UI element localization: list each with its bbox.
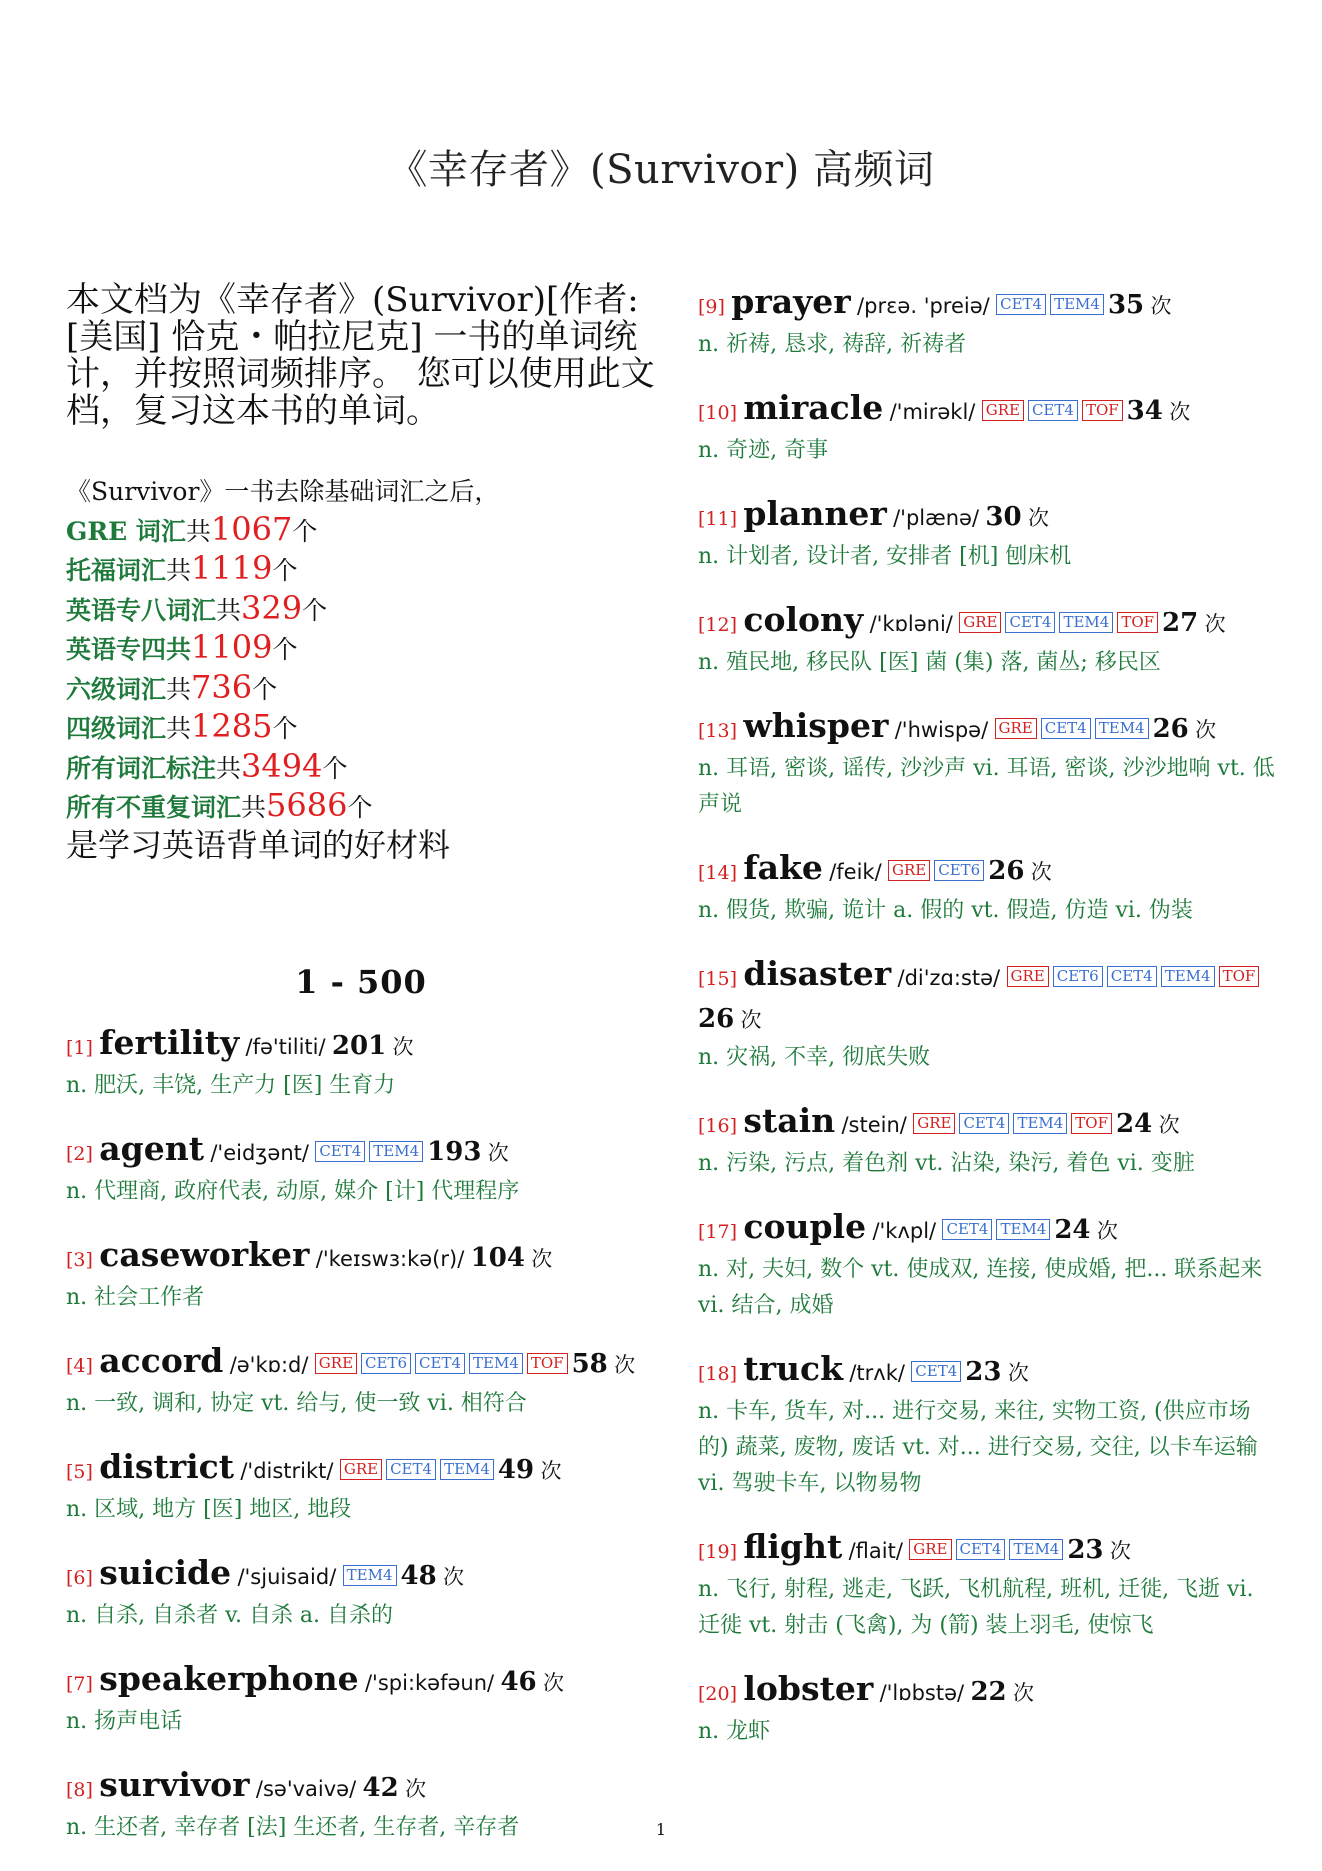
stat-unit: 个: [272, 635, 298, 664]
entry-frequency: 49: [497, 1455, 535, 1485]
stats-tail: 是学习英语背单词的好材料: [66, 825, 451, 864]
entry-word: suicide: [99, 1553, 232, 1592]
entry-index: [4]: [66, 1355, 93, 1377]
stat-gong: 共: [241, 793, 267, 822]
entry-definition: n. 计划者, 设计者, 安排者 [机] 刨床机: [698, 544, 1072, 569]
right-entry-list: [698, 282, 1278, 1750]
entry-phonetic: /sə'vaivə/: [255, 1777, 357, 1801]
entry-definition: n. 祈祷, 恳求, 祷辞, 祈祷者: [698, 332, 967, 357]
entry-word: agent: [99, 1129, 204, 1168]
stat-number: 736: [191, 667, 253, 706]
document-title: 《幸存者》(Survivor) 高频词: [387, 147, 935, 193]
entry-word: district: [99, 1447, 234, 1486]
entry-word: couple: [743, 1207, 867, 1246]
exam-tag-badge: GRE: [959, 612, 1001, 633]
entry-word: flight: [743, 1527, 843, 1566]
frequency-unit: 次: [543, 1671, 565, 1695]
frequency-unit: 次: [1195, 718, 1217, 742]
word-entry: [698, 388, 1278, 469]
exam-tag-badge: CET6: [1053, 966, 1103, 987]
entry-head: [66, 1553, 656, 1598]
entry-index: [3]: [66, 1249, 93, 1271]
entry-word: whisper: [743, 706, 889, 745]
stat-number: 3494: [241, 746, 323, 785]
left-column: [66, 282, 656, 1871]
stat-unit: 个: [322, 753, 348, 783]
entry-head: [698, 1101, 1278, 1146]
word-entry: [66, 1235, 656, 1316]
frequency-unit: 次: [531, 1247, 553, 1271]
exam-tag-badge: CET4: [1028, 400, 1078, 421]
entry-phonetic: /'kɒləni/: [869, 612, 953, 636]
word-entry: [66, 1447, 656, 1528]
word-entry: [66, 1023, 656, 1104]
entry-definition: n. 代理商, 政府代表, 动原, 媒介 [计] 代理程序: [66, 1179, 520, 1204]
stat-number: 329: [241, 588, 303, 627]
word-entry: [698, 1207, 1278, 1324]
frequency-unit: 次: [1109, 1539, 1131, 1563]
entry-definition: n. 一致, 调和, 协定 vt. 给与, 使一致 vi. 相符合: [66, 1391, 527, 1416]
entry-phonetic: /flait/: [848, 1539, 903, 1563]
stat-line: [66, 708, 656, 748]
entry-phonetic: /trʌk/: [849, 1361, 905, 1385]
entry-frequency: 26: [988, 856, 1025, 886]
exam-tag-badge: GRE: [995, 718, 1037, 739]
entry-head: [66, 1447, 656, 1492]
exam-tag-badge: TEM4: [343, 1565, 397, 1586]
stats-list: [66, 511, 656, 827]
word-entry: [66, 1553, 656, 1634]
entry-phonetic: /ə'kɒ:d/: [229, 1353, 309, 1377]
entry-definition: n. 耳语, 密谈, 谣传, 沙沙声 vi. 耳语, 密谈, 沙沙地响 vt. 低声说: [698, 756, 1275, 817]
stat-unit: 个: [272, 714, 298, 743]
frequency-unit: 次: [1169, 400, 1191, 424]
entry-index: [1]: [66, 1037, 93, 1059]
exam-tag-badge: CET4: [1041, 718, 1091, 739]
stat-gong: 共: [216, 753, 242, 783]
exam-tag-badge: TEM4: [369, 1141, 423, 1162]
exam-tag-badge: GRE: [1007, 966, 1049, 987]
exam-tag-badge: GRE: [315, 1353, 357, 1374]
entry-phonetic: /prɛə. 'preiə/: [857, 294, 990, 318]
entry-frequency: 35: [1107, 290, 1145, 320]
frequency-unit: 次: [405, 1777, 427, 1801]
stat-gong: 共: [216, 595, 242, 625]
entry-definition: n. 自杀, 自杀者 v. 自杀 a. 自杀的: [66, 1603, 394, 1628]
exam-tag-badge: CET4: [315, 1141, 365, 1162]
entry-frequency: 30: [985, 502, 1022, 532]
word-entry: [698, 848, 1278, 929]
exam-tag-badge: CET4: [1005, 612, 1055, 633]
frequency-unit: 次: [443, 1565, 465, 1589]
stat-unit: 个: [252, 674, 278, 704]
entry-frequency: 46: [500, 1667, 537, 1697]
entry-frequency: 23: [965, 1357, 1002, 1387]
stat-unit: 个: [272, 556, 298, 585]
exam-tag-badge: TEM4: [1059, 612, 1113, 633]
frequency-unit: 次: [614, 1353, 636, 1377]
stat-number: 1285: [191, 707, 273, 745]
stat-unit: 个: [292, 516, 318, 546]
entry-definition: n. 对, 夫妇, 数个 vt. 使成双, 连接, 使成婚, 把... 联系起来 vi. 结合, 成婚: [698, 1257, 1263, 1318]
entry-phonetic: /'lɒbstə/: [879, 1681, 965, 1705]
entry-head: [698, 494, 1278, 539]
stat-line: [66, 590, 656, 630]
word-entry: [66, 1129, 656, 1210]
entry-head: [698, 954, 1278, 1040]
entry-index: [14]: [698, 862, 738, 884]
entry-head: [698, 1349, 1278, 1394]
word-entry: [698, 1349, 1278, 1502]
entry-index: [19]: [698, 1541, 738, 1563]
frequency-unit: 次: [1158, 1113, 1180, 1137]
entry-head: [66, 1129, 656, 1174]
entry-definition: n. 卡车, 货车, 对... 进行交易, 来往, 实物工资, (供应市场的) 蔬菜, 废物, 废话 vt. 对... 进行交易, 交往, 以卡车运输 vi. 驾驶卡车, 以物易物: [698, 1399, 1258, 1496]
stat-gong: 共: [185, 516, 211, 546]
entry-index: [7]: [66, 1673, 93, 1695]
exam-tag-badge: CET4: [942, 1219, 992, 1240]
entry-phonetic: /'eidʒənt/: [210, 1141, 309, 1165]
entry-phonetic: /'distrikt/: [240, 1459, 334, 1483]
frequency-unit: 次: [1096, 1219, 1118, 1243]
frequency-unit: 次: [1030, 860, 1052, 884]
stat-unit: 个: [347, 793, 373, 822]
frequency-unit: 次: [1007, 1361, 1029, 1385]
entry-frequency: 26: [1152, 714, 1189, 744]
exam-tag-badge: GRE: [909, 1539, 951, 1560]
entry-definition: n. 殖民地, 移民队 [医] 菌 (集) 落, 菌丛; 移民区: [698, 650, 1161, 675]
stat-line: [66, 511, 656, 551]
entry-frequency: 26: [698, 1004, 735, 1034]
entry-word: fake: [743, 848, 823, 887]
exam-tag-badge: CET4: [911, 1361, 961, 1382]
entry-phonetic: /'keɪswɜ:kə(r)/: [315, 1247, 465, 1271]
entry-head: [698, 388, 1278, 433]
entry-word: survivor: [99, 1765, 250, 1804]
entry-frequency: 23: [1067, 1535, 1104, 1565]
frequency-unit: 次: [392, 1035, 414, 1059]
frequency-unit: 次: [740, 1008, 762, 1032]
entry-index: [2]: [66, 1143, 93, 1165]
exam-tag-badge: GRE: [888, 860, 930, 881]
exam-tag-badge: CET4: [956, 1539, 1006, 1560]
entry-index: [15]: [698, 968, 738, 990]
word-entry: [66, 1341, 656, 1422]
entry-index: [9]: [698, 296, 725, 318]
exam-tag-badge: CET4: [996, 294, 1046, 315]
exam-tag-badge: CET4: [1107, 966, 1157, 987]
entry-head: [66, 1235, 656, 1280]
stat-line: [66, 669, 656, 709]
stat-label: 六级词汇: [66, 674, 167, 704]
entry-frequency: 34: [1126, 396, 1163, 426]
entry-index: [18]: [698, 1363, 738, 1385]
exam-tag-badge: TEM4: [440, 1459, 494, 1480]
frequency-unit: 次: [540, 1459, 562, 1483]
stats-block: [66, 474, 656, 863]
exam-tag-badge: TEM4: [1013, 1113, 1067, 1134]
frequency-unit: 次: [1150, 294, 1172, 318]
entry-definition: n. 肥沃, 丰饶, 生产力 [医] 生育力: [66, 1073, 396, 1098]
stat-gong: 共: [166, 714, 192, 743]
exam-tag-badge: TEM4: [1161, 966, 1215, 987]
entry-head: [66, 1023, 656, 1068]
stat-label: 英语专八词汇: [66, 595, 217, 625]
entry-definition: n. 社会工作者: [66, 1285, 205, 1310]
entry-word: colony: [743, 600, 864, 639]
entry-word: speakerphone: [99, 1659, 359, 1698]
section-title: 1 - 500: [295, 963, 427, 1001]
exam-tag-badge: GRE: [982, 400, 1024, 421]
entry-frequency: 201: [331, 1031, 387, 1061]
stat-line: [66, 550, 656, 590]
entry-phonetic: /'mirəkl/: [889, 400, 976, 424]
stats-lead: 《Survivor》一书去除基础词汇之后，: [66, 477, 500, 506]
stat-label: 英语专四共: [66, 635, 192, 664]
exam-tag-badge: GRE: [913, 1113, 955, 1134]
entry-word: disaster: [743, 954, 892, 993]
entry-frequency: 48: [400, 1561, 437, 1591]
frequency-unit: 次: [487, 1141, 509, 1165]
entry-head: [66, 1659, 656, 1704]
entry-word: fertility: [99, 1023, 240, 1062]
exam-tag-badge: TOF: [1071, 1113, 1112, 1134]
entry-word: caseworker: [99, 1235, 310, 1274]
entry-phonetic: /'kʌpl/: [872, 1219, 937, 1243]
exam-tag-badge: CET4: [959, 1113, 1009, 1134]
stat-number: 1119: [191, 549, 273, 587]
word-entry: [698, 282, 1278, 363]
entry-definition: n. 污染, 污点, 着色剂 vt. 沾染, 染污, 着色 vi. 变脏: [698, 1151, 1195, 1176]
frequency-unit: 次: [1204, 612, 1226, 636]
entry-definition: n. 灾祸, 不幸, 彻底失败: [698, 1045, 931, 1070]
entry-definition: n. 龙虾: [698, 1719, 771, 1744]
entry-definition: n. 假货, 欺骗, 诡计 a. 假的 vt. 假造, 仿造 vi. 伪装: [698, 898, 1193, 923]
exam-tag-badge: TEM4: [469, 1353, 523, 1374]
entry-frequency: 58: [571, 1349, 608, 1379]
entry-phonetic: /di'zɑ:stə/: [897, 966, 1001, 990]
exam-tag-badge: CET6: [361, 1353, 411, 1374]
stat-label: 托福词汇: [66, 556, 167, 585]
exam-tag-badge: GRE: [340, 1459, 382, 1480]
stat-label: 所有词汇标注: [66, 753, 217, 783]
entry-head: [66, 1341, 656, 1386]
exam-tag-badge: TOF: [1117, 612, 1158, 633]
stat-label: 四级词汇: [66, 714, 167, 743]
entry-index: [8]: [66, 1779, 93, 1801]
exam-tag-badge: TEM4: [1095, 718, 1149, 739]
right-column: [698, 282, 1278, 1775]
entry-word: miracle: [743, 388, 884, 427]
entry-index: [13]: [698, 720, 738, 742]
entry-phonetic: /feik/: [829, 860, 882, 884]
entry-definition: n. 扬声电话: [66, 1709, 183, 1734]
stat-line: [66, 629, 656, 669]
entry-definition: n. 生还者, 幸存者 [法] 生还者, 生存者, 辛存者: [66, 1815, 520, 1840]
entry-word: planner: [743, 494, 887, 533]
left-entry-list: [66, 1023, 656, 1846]
stat-line: [66, 748, 656, 788]
entry-definition: n. 飞行, 射程, 逃走, 飞跃, 飞机航程, 班机, 迁徙, 飞逝 vi. 迁徙 vt. 射击 (飞禽), 为 (箭) 装上羽毛, 使惊飞: [698, 1577, 1254, 1638]
word-entry: [698, 706, 1278, 823]
exam-tag-badge: TOF: [527, 1353, 568, 1374]
entry-word: lobster: [743, 1669, 874, 1708]
entry-index: [20]: [698, 1683, 738, 1705]
entry-word: accord: [99, 1341, 224, 1380]
exam-tag-badge: CET4: [415, 1353, 465, 1374]
exam-tag-badge: TOF: [1082, 400, 1123, 421]
word-entry: [698, 1669, 1278, 1750]
exam-tag-badge: CET6: [934, 860, 984, 881]
entry-index: [6]: [66, 1567, 93, 1589]
entry-frequency: 24: [1116, 1109, 1153, 1139]
entry-head: [698, 600, 1278, 645]
intro-paragraph: 本文档为《幸存者》(Survivor)[作者: [美国] 恰克・帕拉尼克] 一书的单词统计，并按照词频排序。 您可以使用此文档，复习这本书的单词。: [66, 280, 655, 431]
page-number: 1: [655, 1820, 667, 1839]
entry-head: [698, 282, 1278, 327]
word-entry: [698, 954, 1278, 1076]
stat-label: 所有不重复词汇: [66, 793, 242, 822]
entry-phonetic: /'spi:kəfəun/: [364, 1671, 495, 1695]
entry-head: [698, 706, 1278, 751]
entry-head: [698, 1669, 1278, 1714]
entry-word: stain: [743, 1101, 836, 1140]
entry-index: [16]: [698, 1115, 738, 1137]
entry-head: [698, 1207, 1278, 1252]
stat-number: 1109: [191, 628, 273, 666]
stat-label: GRE 词汇: [66, 516, 186, 546]
word-entry: [698, 1101, 1278, 1182]
entry-definition: n. 区域, 地方 [医] 地区, 地段: [66, 1497, 352, 1522]
entry-index: [17]: [698, 1221, 738, 1243]
entry-phonetic: /'hwispə/: [894, 718, 989, 742]
exam-tag-badge: TEM4: [1050, 294, 1104, 315]
entry-phonetic: /fə'tiliti/: [245, 1035, 326, 1059]
entry-definition: n. 奇迹, 奇事: [698, 438, 829, 463]
exam-tag-badge: CET4: [386, 1459, 436, 1480]
stat-gong: 共: [166, 674, 192, 704]
word-entry: [698, 600, 1278, 681]
exam-tag-badge: TEM4: [1009, 1539, 1063, 1560]
entry-phonetic: /stein/: [841, 1113, 907, 1137]
word-entry: [698, 494, 1278, 575]
stat-unit: 个: [302, 595, 328, 625]
entry-phonetic: /'sjuisaid/: [237, 1565, 337, 1589]
stat-line: [66, 787, 656, 827]
entry-word: truck: [743, 1349, 843, 1388]
entry-head: [698, 848, 1278, 893]
exam-tag-badge: TOF: [1219, 966, 1260, 987]
entry-word: prayer: [731, 282, 851, 321]
frequency-unit: 次: [1027, 506, 1049, 530]
exam-tag-badge: TEM4: [996, 1219, 1050, 1240]
entry-phonetic: /'plænə/: [893, 506, 980, 530]
entry-head: [66, 1765, 656, 1810]
entry-index: [10]: [698, 402, 738, 424]
stat-number: 5686: [266, 786, 348, 824]
entry-index: [11]: [698, 508, 738, 530]
word-entry: [698, 1527, 1278, 1644]
frequency-unit: 次: [1012, 1681, 1034, 1705]
entry-frequency: 24: [1054, 1215, 1091, 1245]
entry-frequency: 104: [470, 1243, 525, 1273]
stat-gong: 共: [166, 556, 192, 585]
entry-index: [5]: [66, 1461, 93, 1483]
entry-head: [698, 1527, 1278, 1572]
entry-frequency: 27: [1162, 608, 1199, 638]
entry-frequency: 42: [362, 1773, 399, 1803]
entry-frequency: 22: [970, 1677, 1007, 1707]
entry-frequency: 193: [427, 1137, 482, 1167]
word-entry: [66, 1659, 656, 1740]
entry-index: [12]: [698, 614, 738, 636]
stat-number: 1067: [210, 509, 293, 548]
